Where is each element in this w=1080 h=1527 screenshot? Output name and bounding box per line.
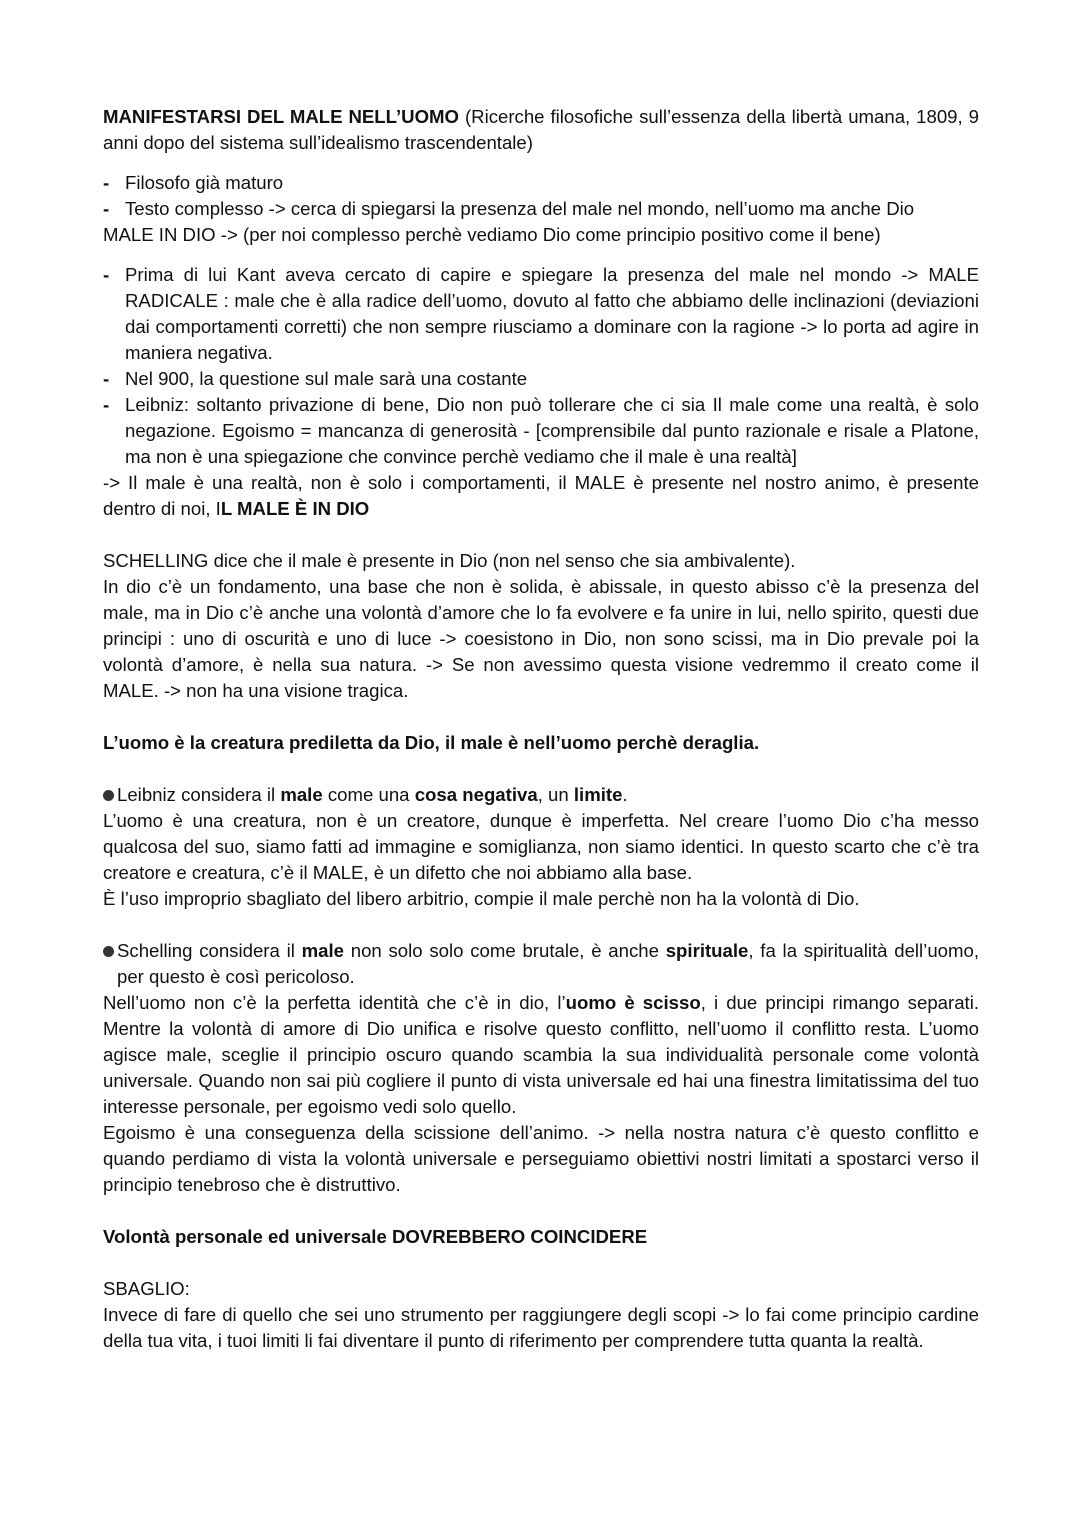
sbaglio-label: SBAGLIO:: [103, 1278, 190, 1299]
text-span: non solo solo come brutale, è anche: [343, 940, 666, 961]
philosophers-list: [103, 262, 979, 470]
coincidere-heading: Volontà personale ed universale DOVREBBERO COINCIDERE: [103, 1226, 648, 1247]
conclusion-bold: L MALE È IN DIO: [220, 498, 370, 519]
heading-subtitle: (Ricerche filosofiche sull’essenza della libertà umana, 1809, 9 anni dopo del sistema sull’idealismo trascendentale): [103, 106, 979, 153]
text-span: Nell’uomo non c’è la perfetta identità che c’è in dio, l’: [103, 992, 566, 1013]
document-page: [103, 104, 979, 1354]
text-span: , un: [537, 784, 574, 805]
leibniz-bullet: [103, 782, 979, 808]
list-item: - Leibniz: soltanto privazione di bene, Dio non può tollerare che ci sia Il male come una realtà, è solo negazione. Egoismo = mancanza di generosità - [comprensibile dal punto razionale e risale a Platone, ma non è una spiegazione che convince perchè vediamo che il male è una realtà]: [103, 392, 979, 470]
text-span: Schelling considera il: [117, 940, 302, 961]
text-span: , fa la spiritualità dell’uomo, per questo è così pericoloso.: [117, 940, 979, 987]
schelling-paragraph: In dio c’è un fondamento, una base che non è solida, è abissale, in questo abisso c’è la presenza del male, ma in Dio c’è anche una volontà d’amore che lo fa evolvere e fa unire in lui, nello spirito, questi due principi : uno di oscurità e uno di luce -> coesistono in Dio, non sono scissi, ma in Dio prevale poi la volontà d’amore, è nella sua natura. -> Se non avessimo questa visione vedremmo il creato come il MALE. -> non ha una visione tragica.: [103, 576, 979, 701]
bullet-icon: [103, 946, 114, 957]
bold-span: cosa negativa: [414, 784, 538, 805]
bold-span: male: [280, 784, 323, 805]
list-item: - Testo complesso -> cerca di spiegarsi la presenza del male nel mondo, nell’uomo ma anche Dio: [103, 196, 979, 222]
male-in-dio-line: MALE IN DIO -> (per noi complesso perchè vediamo Dio come principio positivo come il bene): [103, 224, 881, 245]
leibniz-paragraph: È l’uso improprio sbagliato del libero arbitrio, compie il male perchè non ha la volontà di Dio.: [103, 888, 860, 909]
bold-span: spirituale: [665, 940, 749, 961]
schelling-intro: SCHELLING dice che il male è presente in Dio (non nel senso che sia ambivalente).: [103, 550, 796, 571]
text-span: come una: [322, 784, 415, 805]
conclusion-line: [103, 470, 979, 522]
list-item: - Nel 900, la questione sul male sarà una costante: [103, 366, 979, 392]
bullet-icon: [103, 790, 114, 801]
bold-span: limite: [573, 784, 623, 805]
leibniz-paragraph: L’uomo è una creatura, non è un creatore, dunque è imperfetta. Nel creare l’uomo Dio c’ha messo qualcosa del suo, siamo fatti ad immagine e somiglianza, non siamo identici. In questo scarto che c’è tra creatore e creatura, c’è il MALE, è un difetto che noi abbiamo alla base.: [103, 810, 979, 883]
sbaglio-paragraph: Invece di fare di quello che sei uno strumento per raggiungere degli scopi -> lo fai come principio cardine della tua vita, i tuoi limiti li fai diventare il punto di riferimento per comprendere tutta quanta la realtà.: [103, 1304, 979, 1351]
schelling-bullet: [103, 938, 979, 990]
list-item: - Prima di lui Kant aveva cercato di capire e spiegare la presenza del male nel mondo -> MALE RADICALE : male che è alla radice dell’uomo, dovuto al fatto che abbiamo delle inclinazioni (deviazioni dai comportamenti corretti) che non sempre riusciamo a dominare con la ragione -> lo porta ad agire in maniera negativa.: [103, 262, 979, 366]
text-span: .: [622, 784, 628, 805]
text-span: Leibniz considera il: [117, 784, 281, 805]
text-span: , i due principi rimango separati. Mentre la volontà di amore di Dio unifica e risolve questo conflitto, nell’uomo il conflitto resta. L’uomo agisce male, sceglie il principio oscuro quando scambia la sua individualità personale come volontà universale. Quando non sai più cogliere il punto di vista universale ed hai una finestra limitatissima del tuo interesse personale, per egoismo vedi solo quello.: [103, 992, 979, 1117]
intro-list: [103, 170, 979, 222]
conclusion-text: -> Il male è una realtà, non è solo i comportamenti, il MALE è presente nel nostro animo, è presente dentro di noi, I: [103, 472, 979, 519]
list-item: - Filosofo già maturo: [103, 170, 979, 196]
egoismo-paragraph: Egoismo è una conseguenza della scissione dell’animo. -> nella nostra natura c’è questo conflitto e quando perdiamo di vista la volontà universale e perseguiamo obiettivi nostri limitati a spostarci verso il principio tenebroso che è distruttivo.: [103, 1122, 979, 1195]
schelling-scisso-paragraph: [103, 990, 979, 1120]
heading-title: MANIFESTARSI DEL MALE NELL’UOMO: [103, 106, 459, 127]
uomo-heading: L’uomo è la creatura prediletta da Dio, il male è nell’uomo perchè deraglia.: [103, 732, 760, 753]
section-heading: [103, 104, 979, 156]
bold-span: male: [301, 940, 344, 961]
bold-span: uomo è scisso: [565, 992, 701, 1013]
